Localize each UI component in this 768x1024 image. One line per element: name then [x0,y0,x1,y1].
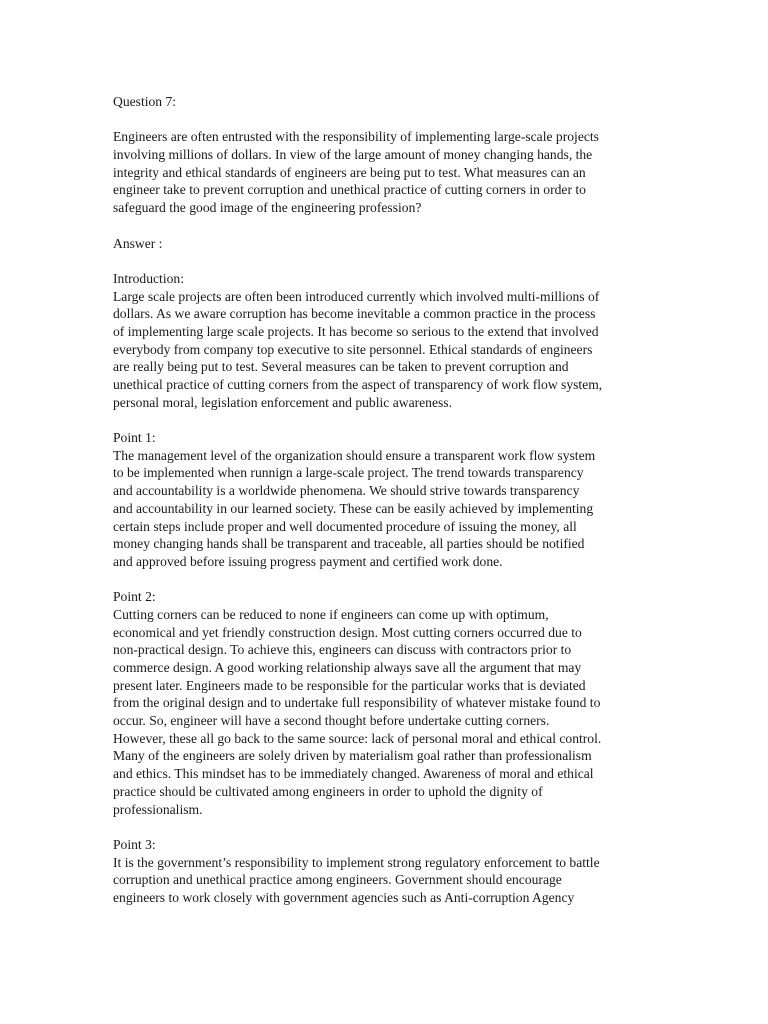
point3-line: corruption and unethical practice among engineers. Government should encourage [113,872,562,888]
introduction-section [113,270,658,412]
point1-section [113,429,658,571]
introduction-line: dollars. As we aware corruption has become inevitable a common practice in the process [113,306,596,322]
point2-section [113,588,658,818]
point2-line: practice should be cultivated among engineers in order to uphold the dignity of [113,783,543,799]
introduction-line: of implementing large scale projects. It has become so serious to the extend that involved [113,323,599,339]
point2-line: and ethics. This mindset has to be immediately changed. Awareness of moral and ethical [113,766,594,782]
point3-line: engineers to work closely with government agencies such as Anti-corruption Agency [113,889,575,905]
question-line: safeguard the good image of the engineering profession? [113,200,422,216]
question-section [113,93,658,217]
introduction-line: Large scale projects are often been introduced currently which involved multi-millions of [113,288,600,304]
question-line: integrity and ethical standards of engineers are being put to test. What measures can an [113,164,586,180]
point2-line: However, these all go back to the same source: lack of personal moral and ethical control. [113,730,602,746]
point3-section [113,836,658,907]
answer-section [113,235,658,253]
introduction-line: unethical practice of cutting corners from the aspect of transparency of work flow system, [113,377,603,392]
point2-line: Many of the engineers are solely driven by materialism goal rather than professionalism [113,748,592,764]
question-heading: Question 7: [113,94,177,109]
point2-line: economical and yet friendly construction design. Most cutting corners occurred due to [113,624,582,640]
answer-heading: Answer : [113,235,163,251]
point1-line: money changing hands shall be transparent and traceable, all parties should be notified [113,536,585,552]
point2-line: present later. Engineers made to be responsible for the particular works that is deviated [113,677,586,693]
point1-line: and approved before issuing progress payment and certified work done. [113,553,503,569]
question-line: engineer take to prevent corruption and unethical practice of cutting corners in order to [113,182,586,198]
point1-line: certain steps include proper and well documented procedure of issuing the money, all [113,518,577,534]
point2-line: non-practical design. To achieve this, engineers can discuss with contractors prior to [113,642,572,658]
question-line: Engineers are often entrusted with the responsibility of implementing large-scale projects [113,129,599,145]
point1-line: and accountability in our learned society. These can be easily achieved by implementing [113,500,594,516]
point1-line: The management level of the organization should ensure a transparent work flow system [113,447,596,463]
introduction-line: personal moral, legislation enforcement and public awareness. [113,394,452,410]
point2-heading: Point 2: [113,589,156,605]
point1-heading: Point 1: [113,430,156,446]
point3-line: It is the government’s responsibility to implement strong regulatory enforcement to battle [113,854,600,870]
point2-line: Cutting corners can be reduced to none if engineers can come up with optimum, [113,606,549,622]
point1-line: and accountability is a worldwide phenomena. We should strive towards transparency [113,483,580,499]
point3-heading: Point 3: [113,836,156,852]
point2-line: from the original design and to undertake full responsibility of whatever mistake found to [113,695,601,711]
point2-line: professionalism. [113,801,203,817]
point1-line: to be implemented when runnign a large-scale project. The trend towards transparency [113,465,584,481]
introduction-line: are really being put to test. Several measures can be taken to prevent corruption and [113,359,569,375]
introduction-line: everybody from company top executive to site personnel. Ethical standards of engineers [113,341,593,357]
question-line: involving millions of dollars. In view of the large amount of money changing hands, the [113,147,593,163]
introduction-heading: Introduction: [113,270,184,286]
point2-line: occur. So, engineer will have a second thought before undertake cutting corners. [113,713,550,729]
document-page [113,93,658,907]
point2-line: commerce design. A good working relationship always save all the argument that may [113,660,582,675]
